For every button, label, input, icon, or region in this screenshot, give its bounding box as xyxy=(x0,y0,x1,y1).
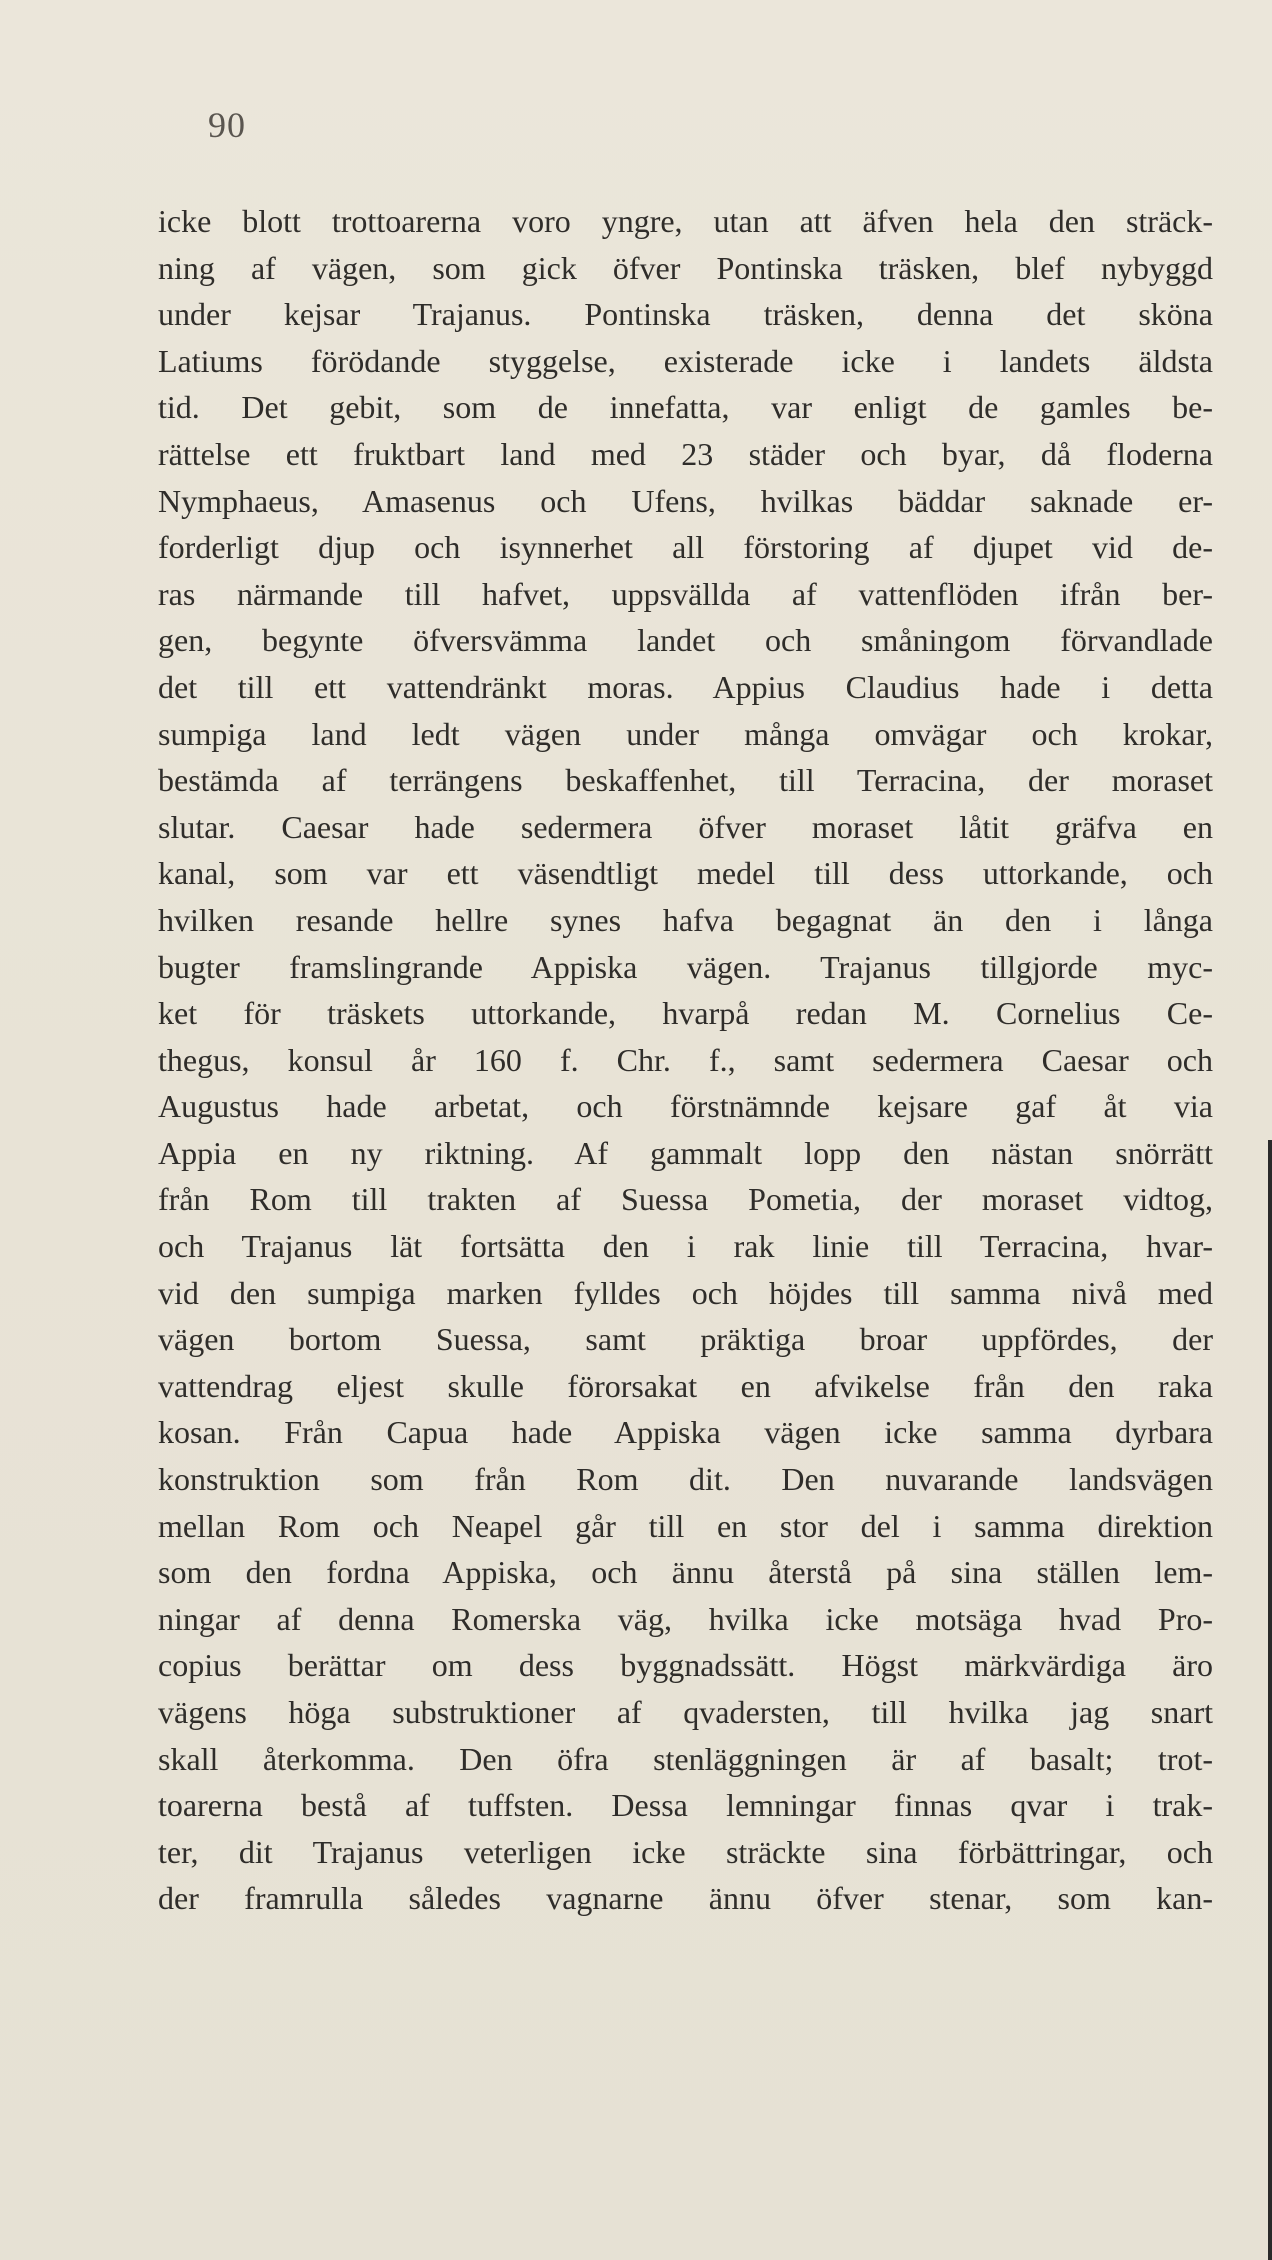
text-line: sumpiga land ledt vägen under många omvägar och krokar, xyxy=(158,715,1213,752)
text-line: Augustus hade arbetat, och förstnämnde kejsare gaf åt via xyxy=(158,1088,1213,1125)
text-line: skall återkomma. Den öfra stenläggningen är af basalt; trot- xyxy=(158,1740,1213,1777)
text-line: copius berättar om dess byggnadssätt. Högst märkvärdiga äro xyxy=(158,1647,1213,1684)
text-line: der framrulla således vagnarne ännu öfver stenar, som kan- xyxy=(158,1880,1213,1917)
text-line: vägen bortom Suessa, samt präktiga broar uppfördes, der xyxy=(158,1321,1213,1358)
text-line: bugter framslingrande Appiska vägen. Trajanus tillgjorde myc- xyxy=(158,948,1213,985)
text-line: rättelse ett fruktbart land med 23 städer och byar, då floderna xyxy=(158,435,1213,472)
text-line: och Trajanus lät fortsätta den i rak linie till Terracina, hvar- xyxy=(158,1228,1213,1265)
text-line: forderligt djup och isynnerhet all förstoring af djupet vid de- xyxy=(158,529,1213,566)
text-line: Latiums förödande styggelse, existerade icke i landets äldsta xyxy=(158,342,1213,379)
text-line: hvilken resande hellre synes hafva begagnat än den i långa xyxy=(158,901,1213,938)
text-line: ket för träskets uttorkande, hvarpå redan M. Cornelius Ce- xyxy=(158,995,1213,1032)
body-text xyxy=(158,198,1213,1922)
text-line: ras närmande till hafvet, uppsvällda af vattenflöden ifrån ber- xyxy=(158,575,1213,612)
text-line: ning af vägen, som gick öfver Pontinska träsken, blef nybyggd xyxy=(158,249,1213,286)
text-line: kosan. Från Capua hade Appiska vägen icke samma dyrbara xyxy=(158,1414,1213,1451)
text-line: som den fordna Appiska, och ännu återstå på sina ställen lem- xyxy=(158,1554,1213,1591)
text-line: vägens höga substruktioner af qvadersten, till hvilka jag snart xyxy=(158,1694,1213,1730)
text-line: bestämda af terrängens beskaffenhet, till Terracina, der moraset xyxy=(158,762,1213,799)
text-line: toarerna bestå af tuffsten. Dessa lemningar finnas qvar i trak- xyxy=(158,1787,1213,1824)
text-line: från Rom till trakten af Suessa Pometia, der moraset vidtog, xyxy=(158,1181,1213,1218)
text-line: slutar. Caesar hade sedermera öfver moraset låtit gräfva en xyxy=(158,808,1213,845)
text-line: kanal, som var ett väsendtligt medel till dess uttorkande, och xyxy=(158,855,1213,892)
text-line: mellan Rom och Neapel går till en stor del i samma direktion xyxy=(158,1507,1213,1544)
text-line: Appia en ny riktning. Af gammalt lopp den nästan snörrätt xyxy=(158,1134,1213,1171)
text-line: vid den sumpiga marken fylldes och höjdes till samma nivå med xyxy=(158,1274,1213,1311)
text-line: under kejsar Trajanus. Pontinska träsken, denna det sköna xyxy=(158,296,1213,333)
text-line: tid. Det gebit, som de innefatta, var enligt de gamles be- xyxy=(158,389,1213,426)
text-line: ter, dit Trajanus veterligen icke sträckte sina förbättringar, och xyxy=(158,1833,1213,1870)
text-line: konstruktion som från Rom dit. Den nuvarande landsvägen xyxy=(158,1461,1213,1498)
text-line: ningar af denna Romerska väg, hvilka icke motsäga hvad Pro- xyxy=(158,1600,1213,1637)
page-edge-shadow xyxy=(1268,1140,1272,2260)
text-line: vattendrag eljest skulle förorsakat en afvikelse från den raka xyxy=(158,1367,1213,1404)
text-line: Nymphaeus, Amasenus och Ufens, hvilkas bäddar saknade er- xyxy=(158,482,1213,519)
text-line: gen, begynte öfversvämma landet och småningom förvandlade xyxy=(158,622,1213,659)
text-line: det till ett vattendränkt moras. Appius Claudius hade i detta xyxy=(158,668,1213,705)
text-line: thegus, konsul år 160 f. Chr. f., samt sedermera Caesar och xyxy=(158,1041,1213,1078)
text-line: icke blott trottoarerna voro yngre, utan att äfven hela den sträck- xyxy=(158,203,1213,239)
page-number: 90 xyxy=(208,105,246,145)
